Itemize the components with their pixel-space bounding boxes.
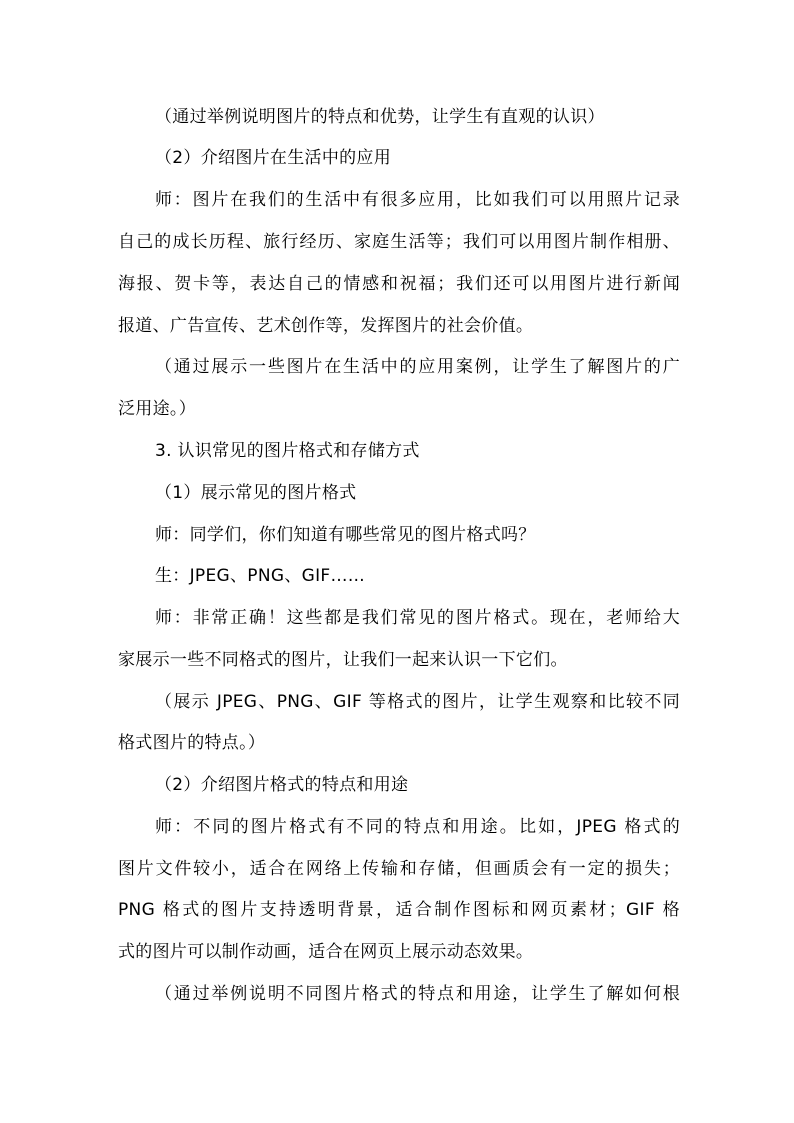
paragraph-line: （通过展示一些图片在生活中的应用案例，让学生了解图片的广 (155, 357, 680, 377)
paragraph-line: 泛用途。） (118, 399, 196, 419)
paragraph-line: 师：同学们，你们知道有哪些常见的图片格式吗？ (155, 525, 536, 545)
paragraph-line: 师：图片在我们的生活中有很多应用，比如我们可以用照片记录 (155, 190, 680, 210)
paragraph-line: 图片文件较小，适合在网络上传输和存储，但画质会有一定的损失； (118, 859, 680, 879)
paragraph-line: 格式图片的特点。） (118, 733, 266, 753)
paragraph-line: 家展示一些不同格式的图片，让我们一起来认识一下它们。 (118, 650, 568, 670)
paragraph-line: 师：不同的图片格式有不同的特点和用途。比如，JPEG 格式的 (155, 817, 680, 837)
paragraph-line: 式的图片可以制作动画，适合在网页上展示动态效果。 (118, 942, 534, 962)
section-heading: 3. 认识常见的图片格式和存储方式 (155, 441, 420, 461)
paragraph-line: （通过举例说明不同图片格式的特点和用途，让学生了解如何根 (155, 984, 680, 1004)
paragraph-line: 海报、贺卡等，表达自己的情感和祝福；我们还可以用图片进行新闻 (118, 274, 680, 294)
paragraph-line: 生：JPEG、PNG、GIF…… (155, 566, 366, 586)
paragraph-line: （通过举例说明图片的特点和优势，让学生有直观的认识） (155, 107, 605, 127)
paragraph-line: 报道、广告宣传、艺术创作等，发挥图片的社会价值。 (118, 316, 534, 336)
paragraph-line: PNG 格式的图片支持透明背景，适合制作图标和网页素材；GIF 格 (118, 900, 680, 920)
section-heading: （1）展示常见的图片格式 (155, 483, 357, 503)
section-heading: （2）介绍图片在生活中的应用 (155, 148, 392, 168)
paragraph-line: 自己的成长历程、旅行经历、家庭生活等；我们可以用图片制作相册、 (118, 232, 680, 252)
section-heading: （2）介绍图片格式的特点和用途 (155, 775, 409, 795)
paragraph-line: （展示 JPEG、PNG、GIF 等格式的图片，让学生观察和比较不同 (155, 692, 680, 712)
paragraph-line: 师：非常正确！这些都是我们常见的图片格式。现在，老师给大 (155, 608, 680, 628)
